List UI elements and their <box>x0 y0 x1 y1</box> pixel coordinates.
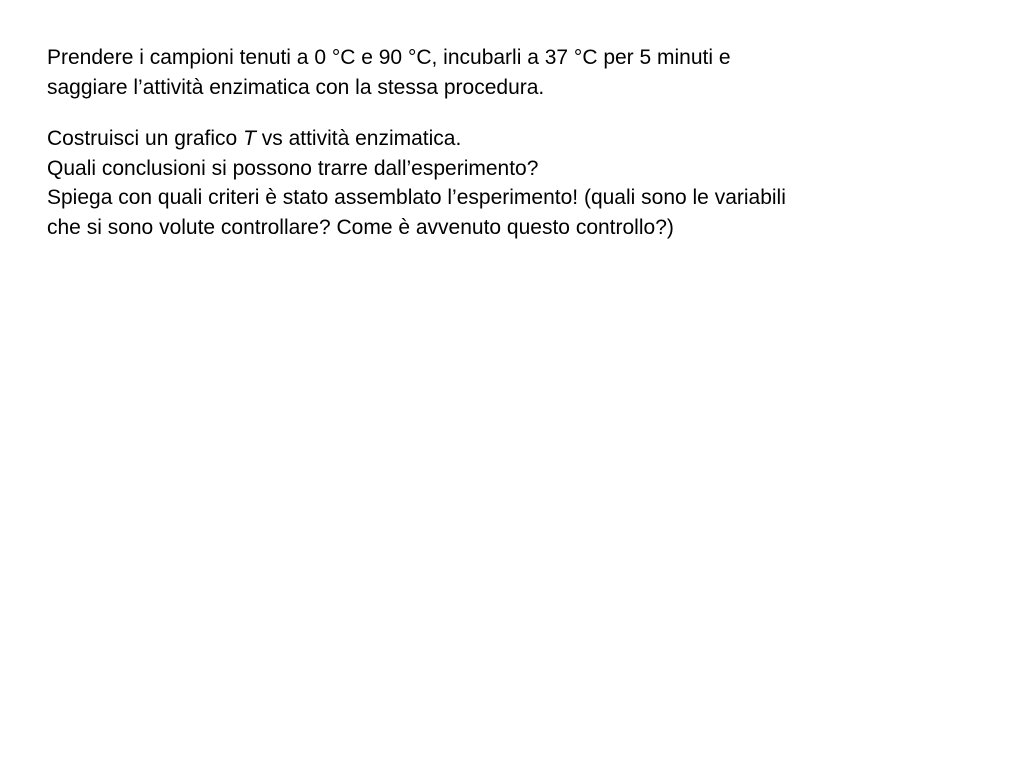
instruction-line-1: Prendere i campioni tenuti a 0 °C e 90 °C, incubarli a 37 °C per 5 minuti e <box>47 46 731 69</box>
question-line-1-end: vs attività enzimatica. <box>255 127 462 150</box>
question-line-2: Quali conclusioni si possono trarre dall’esperimento? <box>47 156 539 180</box>
instruction-line-2: saggiare l’attività enzimatica con la stessa procedura. <box>47 75 545 99</box>
temperature-variable: T <box>243 127 256 150</box>
paragraph-spacer <box>47 102 997 124</box>
question-line-1 <box>47 124 997 154</box>
instruction-paragraph <box>47 43 997 102</box>
slide-content <box>47 43 997 242</box>
question-line-3: Spiega con quali criteri è stato assemblato l’esperimento! (quali sono le variabili <box>47 186 786 209</box>
questions-paragraph <box>47 124 997 242</box>
question-line-1-start: Costruisci un grafico <box>47 127 244 150</box>
question-line-4: che si sono volute controllare? Come è avvenuto questo controllo?) <box>47 215 674 239</box>
